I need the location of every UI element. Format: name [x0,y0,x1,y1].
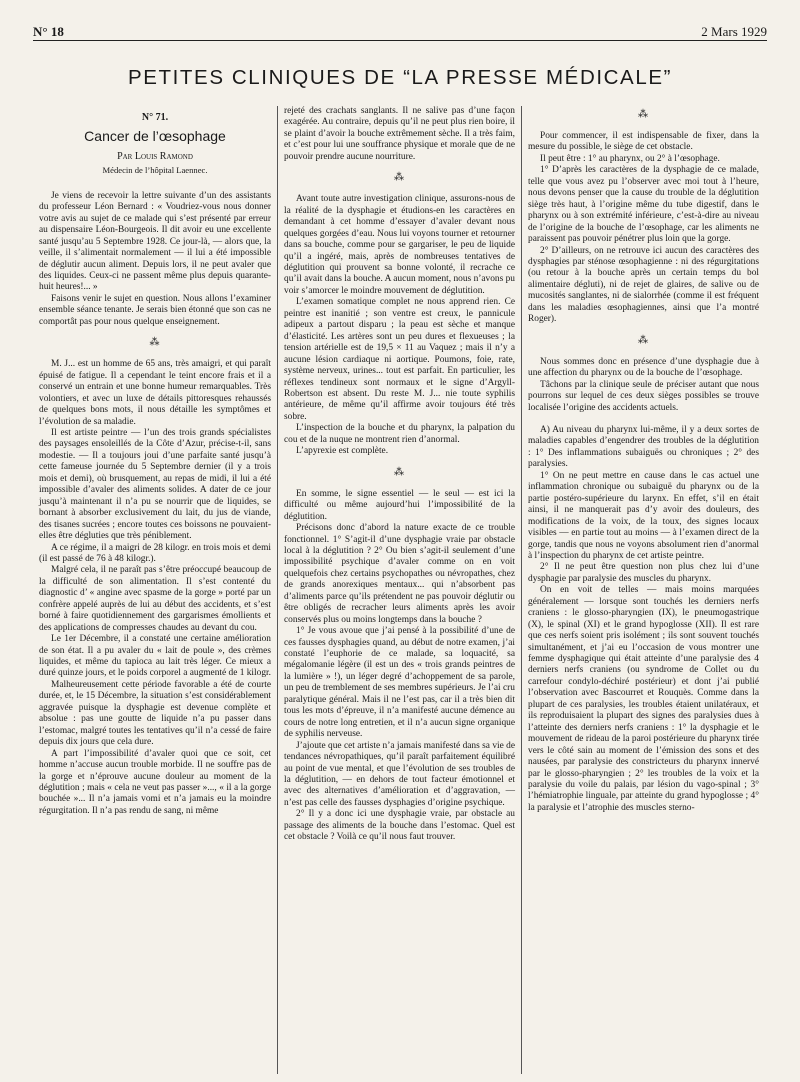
paragraph: Malheureusement cette période favorable a été de courte durée, et, le 15 Décembre, la situation s’est considérablement aggravée puisque la dysphagie est devenue complète et absolue : pas une goutte de liquide n’a pu passer dans l’estomac, malgré toutes les tentatives qu’il n’a cessé de faire depuis dix jours que cela dure. [39,679,271,748]
paragraph: L’inspection de la bouche et du pharynx, la palpation du cou et de la nuque ne montrent rien d’anormal. [284,423,515,445]
paragraph: 2° Il y a donc ici une dysphagie vraie, par obstacle au passage des aliments de la bouche dans l’estomac. Quel est cet obstacle ? Voilà ce qu’il nous faut trouver. [284,809,515,843]
paragraph: Pour commencer, il est indispensable de fixer, dans la mesure du possible, le siège de cet obstacle. [528,131,759,153]
author-prefix: Par [117,150,133,162]
paragraph: Il peut être : 1° au pharynx, ou 2° à l’œsophage. [540,153,720,164]
paragraph: J’ajoute que cet artiste n’a jamais manifesté dans sa vie de tendances névropathiques, qu’il paraît parfaitement équilibré au point de vue mental, et que l’évolution de ses troubles de la déglutition, — en dehors de tout facteur émotionnel et avec des alternatives d’amélioration et d’aggravation, — n’est pas celle des fausses dysphagies d’origine psychique. [284,740,515,808]
paragraph: Précisons donc d’abord la nature exacte de ce trouble fonctionnel. 1° S’agit-il d’une dysphagie vraie par obstacle local à la déglutition ? 2° Ou bien s’agit-il seulement d’une impossibilité psychique d’avaler comme on en voit quelquefois chez certains psychopathes ou névropathes, chez de grands anorexiques mentaux... qui n’absorbent pas d’aliments parce qu’ils prétendent ne pas pouvoir déglutir ou être obligés de recracher leurs aliments après les avoir conservés plus ou moins longtemps dans la bouche ? [284,523,515,625]
article-author [39,151,271,162]
running-header [33,18,767,40]
article-title: Cancer de l’œsophage [84,128,226,145]
column-3 [521,106,765,1074]
paragraph: Avant toute autre investigation clinique, assurons-nous de la réalité de la dysphagie et étudions-en les caractères en demandant à cet homme d’essayer d’avaler devant nous quelques gorgées d’eau. Nous lui voyons tourner et retourner dans sa bouche, comme pour se gargariser, le peu de liquide qu’il a ingéré, mais, après de nombreuses tentatives de déglutition qui prouvent sa bonne volonté, il recrache ce qu’il avait dans la bouche. A aucun moment, nous n’avons pu voir s’amorcer le moindre mouvement de déglutition. [284,194,515,296]
paragraph: 2° Il ne peut être question non plus chez lui d’une dysphagie par paralysie des muscles du pharynx. [528,562,759,584]
author-name: Louis Ramond [134,150,193,162]
column-2 [277,106,521,1074]
asterism-divider: ⁂ [149,337,161,349]
paragraph: A) Au niveau du pharynx lui-même, il y a deux sortes de maladies capables d’engendrer des troubles de la déglutition : 1° Des inflammations subaiguës ou chroniques ; 2° des paralysies. [528,424,759,470]
paragraph: 1° D’après les caractères de la dysphagie de ce malade, telle que vous avez pu l’observer avec moi tout à l’heure, nous devons penser que la cause du trouble de la déglutition siège très haut, à l’origine même du tube digestif, dans le pharynx ou à son extrémité inférieure, c’est-à-dire au niveau de l’origine de la bouche de l’œsophage, car les aliments ne paraissent pas pouvoir pénétrer plus loin que la gorge. [528,165,759,245]
paragraph: Malgré cela, il ne paraît pas s’être préoccupé beaucoup de la difficulté de son alimentation. Il s’est contenté du diagnostic d’ « angine avec spasme de la gorge » porté par un confrère appelé auprès de lui au début des accidents, et s’est borné à faire quotidiennement des gargarismes émollients et des applications de compresses chaudes au devant du cou. [39,565,271,633]
paragraph: rejeté des crachats sanglants. Il ne salive pas d’une façon exagérée. Au contraire, depuis qu’il ne peut plus rien boire, il se plaint d’avoir la bouche extrêmement sèche. Il a très faim, et c’est pour lui une souffrance physique et morale que de ne pouvoir prendre aucune nourriture. [284,106,515,162]
paragraph: L’examen somatique complet ne nous apprend rien. Ce peintre est inanitié ; son ventre est creux, le pannicule adipeux a partout disparu ; la peau est sèche et manque d’élasticité. Les artères sont un peu dures et flexueuses ; la tension artérielle est de 19,5 × 11 au Vaquez ; mais il n’y a aucune lésion cardiaque ni aortique. Poumons, foie, rate, système nerveux, urines... tout est parfait. En particulier, les réflexes tendineux sont normaux et le signe d’Argyll-Robertson est absent. Du reste M. J... nie toute syphilis antérieure, de même qu’il affirme avoir toujours été très sobre. [284,297,515,422]
paragraph: 2° D’ailleurs, on ne retrouve ici aucun des caractères des dysphagies par sténose œsophagienne : ni des régurgitations (ou retour à la bouche après un certain temps du bol alimentaire dégluti), ni de rejet de glaires, de salive ou de mucosités sanglantes, ni de sialorrhée (comme il est fréquent dans les maladies œsophagiennes, ainsi que l’a montré Roger). [528,245,759,325]
paragraph: Il est artiste peintre — l’un des trois grands spécialistes des paysages ensoleillés de la Côte d’Azur, précise-t-il, sans modestie. — Il a toujours joui d’une parfaite santé jusqu’à cette fameuse journée du 5 Septembre dernier (il y a trois mois et demi), où brusquement, au repas de midi, il lui a été impossible d’avaler des aliments solides. A dater de ce jour jusqu’à maintenant il n’a pu se nourrir que de liquides, se bornant à absorber exclusivement du lait, du jus de viande, des tisanes sucrées ; encore toutes ces boissons ne pouvaient-elles être dégluties que très péniblement. [39,427,271,542]
issue-number: N° 18 [33,24,64,39]
article-columns [33,106,767,1074]
spacer [528,414,759,425]
author-affiliation: Médecin de l’hôpital Laennec. [102,165,208,176]
paragraph: On en voit de telles — mais moins marquées généralement — lorsque sont touchés les derniers nerfs craniens : le glosso-pharyngien (IX), le pneumogastrique (X), le spinal (XI) et le grand hypoglosse (XII). Il est rare que ces nerfs soient pris isolément ; ils sont souvent touchés simultanément, et j’ai eu l’occasion de vous montrer une femme dysphagique qui était atteinte d’une paralysie des 4 derniers nerfs craniens (ou syndrome de Collet ou du carrefour condylo-déchiré postérieur) et dont j’ai publié l’observation avec Bascourret et Rouquès. Comme dans la plupart de ces paralysies, les troubles étaient unilatéraux, et ils reproduisaient la plupart des signes des paralysies dues à l’atteinte des derniers nerfs craniens : 1° la dysphagie et le mouvement de rideau de la paroi postérieure du pharynx tirée vers le côté sain au moment de l’émission des sons et des nausées, par paralysie des constricteurs du pharynx innervé par le glosso-pharyngien ; 2° les troubles de la voix et la paralysie du voile du palais, par lésion du vago-spinal ; 3° l’hémiatrophie linguale, par atteinte du grand hypoglosse ; 4° la paralysie et l’atrophie des muscles sterno- [528,585,759,813]
col1-intro [39,191,271,328]
paragraph: Faisons venir le sujet en question. Nous allons l’examiner ensemble séance tenante. Je serais bien étonné que son cas ne comportât pas pour nous quelque enseignement. [39,293,271,327]
column-1 [33,106,277,1074]
paragraph: 1° On ne peut mettre en cause dans le cas actuel une inflammation chronique ou subaiguë du pharynx ou de la partie postéro-supérieure du larynx. En effet, s’il en était ainsi, il ne manquerait pas d’y avoir des douleurs, des modifications de la voix, de la toux, des signes locaux visibles — en partie tout au moins — à l’examen direct de la gorge, tandis que nous ne voyons absolument rien d’anormal à l’inspection du pharynx de cet artiste peintre. [528,470,759,561]
article-number: N° 71. [141,112,169,123]
issue-date: 2 Mars 1929 [701,24,767,39]
col1-case [39,359,271,817]
paragraph: A ce régime, il a maigri de 28 kilogr. en trois mois et demi (il est passé de 76 à 48 kilogr.). [39,542,271,564]
paragraph: Nous sommes donc en présence d’une dysphagie due à une affection du pharynx ou de la bouche de l’œsophage. [528,356,759,379]
paragraph: En somme, le signe essentiel — le seul — est ici la difficulté ou même aujourd’hui l’impossibilité de la déglutition. [284,488,515,522]
paragraph: 1° Je vous avoue que j’ai pensé à la possibilité d’une de ces fausses dysphagies quand, au début de notre examen, j’ai constaté l’euphorie de ce malade, sa loquacité, sa mégalomanie légère (il est un des « trois grands peintres de la lumière » !), un léger degré d’achoppement de sa parole, un peu de tremblement de ses membres supérieurs. Je l’ai cru paralytique général. Mais il ne l’est pas, car il a très bien dit tous les mots d’épreuve, il n’a manifesté aucune démence au cours de notre long entretien, et il n’a aucun signe organique de syphilis nerveuse. [284,626,515,740]
paragraph: Le 1er Décembre, il a constaté une certaine amélioration de son état. Il a pu avaler du « lait de poule », des crèmes liquides, et même du tapioca au lait très léger. Ce mieux a duré quinze jours, et le poids corporel a augmenté de 1 kilogr. [39,634,271,679]
paragraph: Tâchons par la clinique seule de préciser autant que nous pourrons sur lequel de ces deux sièges possibles se trouve localisée l’origine des accidents actuels. [528,379,759,413]
asterism-divider: ⁂ [638,109,649,120]
section-masthead: PETITES CLINIQUES DE “LA PRESSE MÉDICALE” [127,66,673,89]
paragraph: M. J... est un homme de 65 ans, très amaigri, et qui paraît épuisé de fatigue. Il a cependant le teint encore frais et il a conservé un entrain et une bonne humeur remarquables. Très volontiers, et avec un luxe de détails pittoresques rehaussés de quelques bons mots, il nous détaille les symptômes et l’évolution de sa maladie. [39,359,271,427]
asterism-divider: ⁂ [638,334,649,346]
paragraph: Je viens de recevoir la lettre suivante d’un des assistants du professeur Léon Bernard : « Voudriez-vous nous donner votre avis au sujet de ce malade qui s’est présenté par erreur au dispensaire Léon-Bourgeois. Il dit avoir eu une excellente santé jusqu’au 5 Septembre 1928. Ce jour-là, — alors que, la veille, il s’alimentait normalement — il lui a été impossible de déglutir aucun aliment. Depuis lors, il ne peut avaler que des liquides. Ceux-ci ne passent même plus depuis quarante-huit heures!... » [39,190,271,293]
paragraph: A part l’impossibilité d’avaler quoi que ce soit, cet homme n’accuse aucun trouble morbide. Il ne souffre pas de la gorge et n’éprouve aucune douleur au moment de la déglutition ; mais « cela ne veut pas passer »..., « il a la gorge bouchée »... Il n’a jamais vomi et n’a jamais eu la moindre régurgitation. Il n’a pas rendu de sang, ni même [39,748,271,816]
header-rule [33,40,767,41]
paragraph: L’apyrexie est complète. [296,446,389,457]
asterism-divider: ⁂ [394,466,405,478]
asterism-divider: ⁂ [394,172,405,184]
